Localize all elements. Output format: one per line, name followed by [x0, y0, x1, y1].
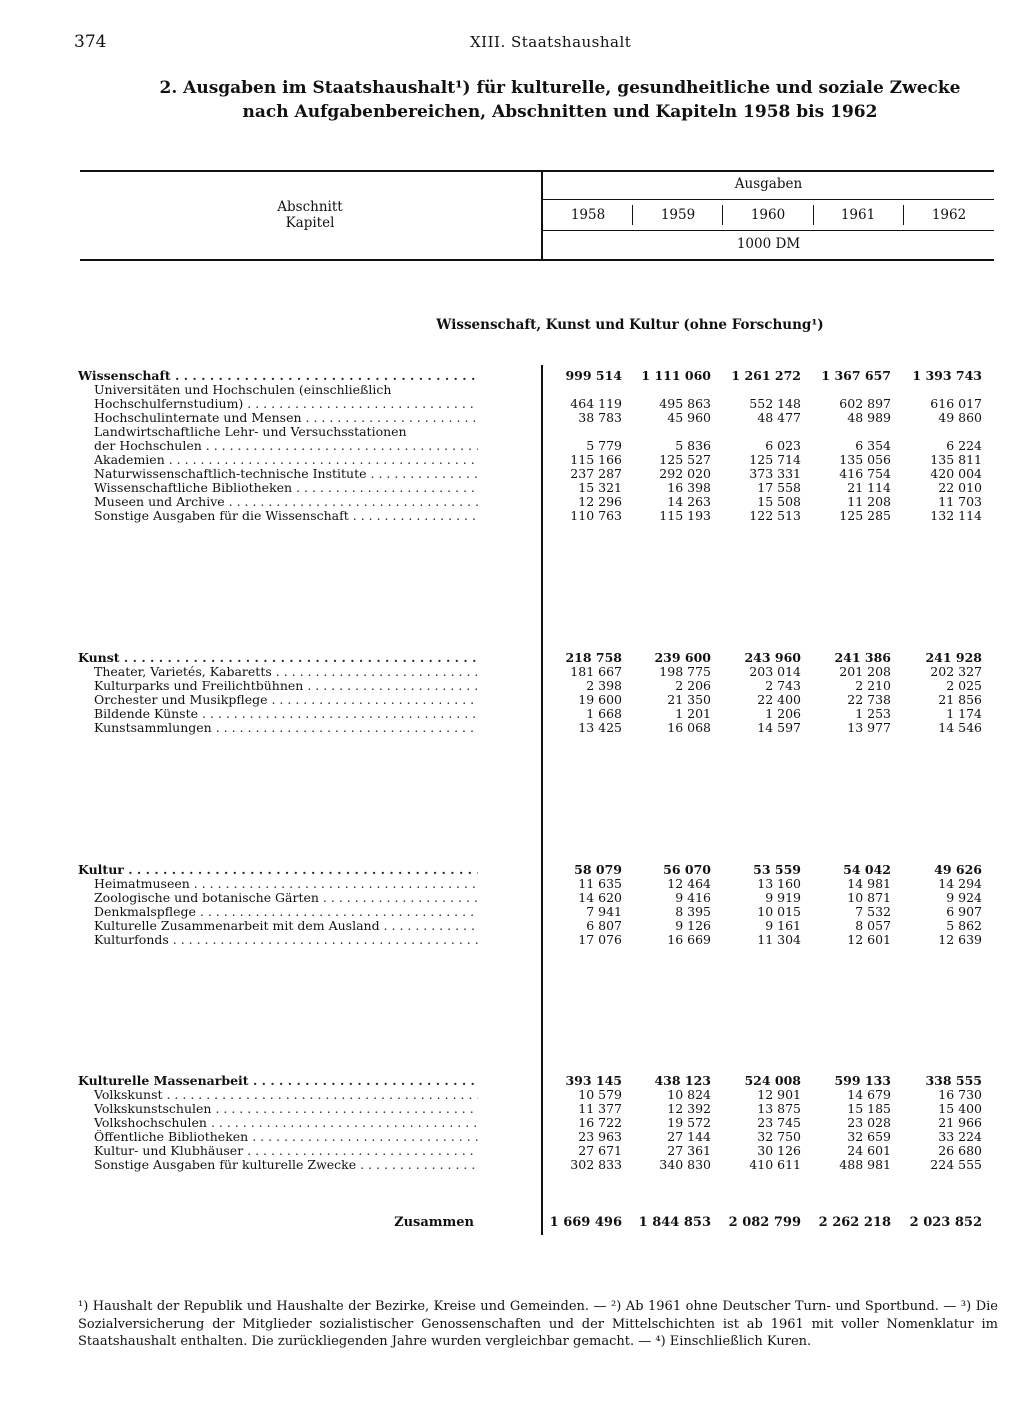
row-label: Bildende Künste . . . — [94, 707, 478, 721]
row-label: Denkmalspflege . . . — [94, 905, 478, 919]
value-cell-1958: 115 166 — [570, 452, 622, 467]
value-cell-1958: 16 722 — [578, 1115, 622, 1130]
value-cell-1959: 27 144 — [667, 1129, 711, 1144]
value-cell-1958: 464 119 — [570, 396, 622, 411]
row-label: Kunst . . . — [78, 651, 478, 665]
stub-header-line-2: Kapitel — [285, 215, 335, 231]
value-cell-1959: 438 123 — [654, 1073, 711, 1088]
value-cell-1960: 32 750 — [757, 1129, 801, 1144]
value-cell-1961: 241 386 — [834, 650, 891, 665]
footnote: ¹) Haushalt der Republik und Haushalte der Bezirke, Kreise und Gemeinden. — ²) Ab 1961 ohne Deutscher Turn- und Sportbund. — ³) Die Sozialversicherung der Mitglieder sozialistischer Genossenschaften und der Mittelschichten ist ab 1961 mit voller Nomenklatur im Staatshaushalt enthalten. Die zurückliegenden Jahre wurden vergleichbar gemacht. — ⁴) Einschließlich Kuren. — [78, 1299, 998, 1349]
value-cell-1962: 21 966 — [938, 1115, 982, 1130]
value-cell-1961: 135 056 — [839, 452, 891, 467]
value-cell-1962: 14 294 — [938, 876, 982, 891]
value-cell-1959: 21 350 — [667, 692, 711, 707]
table-row — [0, 1158, 1024, 1172]
value-cell-1958: 58 079 — [574, 862, 622, 877]
value-cell-1960: 22 400 — [757, 692, 801, 707]
value-cell-1959: 12 392 — [667, 1101, 711, 1116]
value-cell-1958: 13 425 — [578, 720, 622, 735]
value-cell-1961: 23 028 — [847, 1115, 891, 1130]
total-1959: 1 844 853 — [638, 1215, 711, 1230]
value-cell-1958: 218 758 — [565, 650, 622, 665]
value-cell-1959: 16 398 — [667, 480, 711, 495]
value-cell-1958: 181 667 — [570, 664, 622, 679]
row-label: Museen und Archive . . . — [94, 495, 478, 509]
row-label: Sonstige Ausgaben für kulturelle Zwecke . . . — [94, 1158, 478, 1172]
value-cell-1961: 488 981 — [839, 1157, 891, 1172]
value-cell-1961: 602 897 — [839, 396, 891, 411]
row-label: Naturwissenschaftlich-technische Institute . . . — [94, 467, 478, 481]
header-top-rule — [80, 170, 994, 172]
row-label: Orchester und Musikpflege . . . — [94, 693, 478, 707]
value-cell-1958: 19 600 — [578, 692, 622, 707]
value-cell-1960: 373 331 — [749, 466, 801, 481]
year-header-1961: 1961 — [840, 207, 876, 223]
value-cell-1959: 292 020 — [659, 466, 711, 481]
value-cell-1962: 49 626 — [934, 862, 982, 877]
value-cell-1961: 1 253 — [855, 706, 891, 721]
row-label: Heimatmuseen . . . — [94, 877, 478, 891]
value-cell-1960: 552 148 — [749, 396, 801, 411]
table-row — [0, 509, 1024, 523]
value-cell-1962: 1 174 — [946, 706, 982, 721]
total-label: Zusammen — [394, 1215, 474, 1230]
value-cell-1962: 241 928 — [925, 650, 982, 665]
value-cell-1962: 338 555 — [925, 1073, 982, 1088]
value-cell-1962: 49 860 — [938, 410, 982, 425]
header-bottom-rule — [80, 259, 994, 261]
value-cell-1959: 12 464 — [667, 876, 711, 891]
value-cell-1960: 9 161 — [765, 918, 801, 933]
value-cell-1959: 27 361 — [667, 1143, 711, 1158]
value-cell-1962: 5 862 — [946, 918, 982, 933]
value-cell-1960: 203 014 — [749, 664, 801, 679]
value-cell-1960: 12 901 — [757, 1087, 801, 1102]
row-label: Hochschulinternate und Mensen . . . — [94, 411, 478, 425]
value-cell-1962: 14 546 — [938, 720, 982, 735]
value-cell-1958: 7 941 — [586, 904, 622, 919]
table-title-line-1: 2. Ausgaben im Staatshaushalt¹) für kulturelle, gesundheitliche und soziale Zwecke — [159, 78, 961, 98]
value-cell-1962: 12 639 — [938, 932, 982, 947]
value-cell-1958: 11 377 — [578, 1101, 622, 1116]
row-label: Kulturfonds . . . — [94, 933, 478, 947]
row-label: Wissenschaft . . . — [78, 369, 478, 383]
value-cell-1960: 23 745 — [757, 1115, 801, 1130]
value-cell-1960: 410 611 — [749, 1157, 801, 1172]
value-cell-1960: 13 160 — [757, 876, 801, 891]
year-header-1960: 1960 — [750, 207, 786, 223]
year-header-1959: 1959 — [660, 207, 696, 223]
value-cell-1960: 2 743 — [765, 678, 801, 693]
row-label: Theater, Varietés, Kabaretts . . . — [94, 665, 478, 679]
value-cell-1961: 14 679 — [847, 1087, 891, 1102]
row-label: der Hochschulen . . . — [94, 439, 478, 453]
value-cell-1962: 6 907 — [946, 904, 982, 919]
value-cell-1958: 302 833 — [570, 1157, 622, 1172]
value-cell-1961: 10 871 — [847, 890, 891, 905]
value-cell-1958: 14 620 — [578, 890, 622, 905]
value-cell-1962: 26 680 — [938, 1143, 982, 1158]
table-row — [0, 411, 1024, 425]
page-number: 374 — [74, 32, 107, 52]
value-cell-1960: 48 477 — [757, 410, 801, 425]
value-cell-1961: 13 977 — [847, 720, 891, 735]
value-cell-1962: 15 400 — [938, 1101, 982, 1116]
value-cell-1959: 495 863 — [659, 396, 711, 411]
total-1958: 1 669 496 — [549, 1215, 622, 1230]
row-label: Kultur . . . — [78, 863, 478, 877]
value-cell-1961: 2 210 — [855, 678, 891, 693]
value-cell-1960: 14 597 — [757, 720, 801, 735]
value-cell-1958: 5 779 — [586, 438, 622, 453]
row-label: Kulturelle Zusammenarbeit mit dem Ausland . . . — [94, 919, 478, 933]
value-cell-1962: 11 703 — [938, 494, 982, 509]
section-title: Wissenschaft, Kunst und Kultur (ohne Forschung¹) — [436, 317, 824, 333]
value-cell-1959: 14 263 — [667, 494, 711, 509]
value-cell-1958: 11 635 — [578, 876, 622, 891]
value-cell-1959: 115 193 — [659, 508, 711, 523]
value-cell-1960: 6 023 — [765, 438, 801, 453]
value-cell-1961: 8 057 — [855, 918, 891, 933]
value-cell-1958: 12 296 — [578, 494, 622, 509]
value-cell-1961: 21 114 — [847, 480, 891, 495]
value-cell-1959: 340 830 — [659, 1157, 711, 1172]
value-cell-1958: 38 783 — [578, 410, 622, 425]
value-cell-1961: 15 185 — [847, 1101, 891, 1116]
value-cell-1960: 13 875 — [757, 1101, 801, 1116]
value-cell-1962: 2 025 — [946, 678, 982, 693]
value-cell-1960: 125 714 — [749, 452, 801, 467]
value-cell-1962: 132 114 — [930, 508, 982, 523]
row-label: Volkskunstschulen . . . — [94, 1102, 478, 1116]
value-cell-1961: 1 367 657 — [821, 368, 891, 383]
value-cell-1959: 56 070 — [663, 862, 711, 877]
row-label: Öffentliche Bibliotheken . . . — [94, 1130, 478, 1144]
value-cell-1959: 198 775 — [659, 664, 711, 679]
value-cell-1961: 22 738 — [847, 692, 891, 707]
value-cell-1961: 7 532 — [855, 904, 891, 919]
row-label: Universitäten und Hochschulen (einschließlich — [94, 383, 392, 397]
value-cell-1960: 10 015 — [757, 904, 801, 919]
value-cell-1960: 11 304 — [757, 932, 801, 947]
row-label: Kultur- und Klubhäuser . . . — [94, 1144, 478, 1158]
value-cell-1958: 237 287 — [570, 466, 622, 481]
value-cell-1960: 17 558 — [757, 480, 801, 495]
table-title — [120, 76, 1000, 124]
running-head: XIII. Staatshaushalt — [470, 33, 632, 51]
ausgaben-header: Ausgaben — [734, 176, 803, 192]
row-label: Volkskunst . . . — [94, 1088, 478, 1102]
total-1960: 2 082 799 — [728, 1215, 801, 1230]
value-cell-1959: 125 527 — [659, 452, 711, 467]
value-cell-1961: 11 208 — [847, 494, 891, 509]
value-cell-1962: 616 017 — [930, 396, 982, 411]
table-title-line-2: nach Aufgabenbereichen, Abschnitten und Kapiteln 1958 bis 1962 — [242, 102, 878, 122]
value-cell-1959: 1 111 060 — [641, 368, 711, 383]
value-cell-1958: 27 671 — [578, 1143, 622, 1158]
value-cell-1959: 239 600 — [654, 650, 711, 665]
row-label: Landwirtschaftliche Lehr- und Versuchsstationen — [94, 425, 407, 439]
value-cell-1962: 202 327 — [930, 664, 982, 679]
value-cell-1962: 9 924 — [946, 890, 982, 905]
row-label: Kulturparks und Freilichtbühnen . . . — [94, 679, 478, 693]
total-1961: 2 262 218 — [818, 1215, 891, 1230]
value-cell-1958: 999 514 — [565, 368, 622, 383]
table-row — [0, 721, 1024, 735]
value-cell-1958: 6 807 — [586, 918, 622, 933]
value-cell-1962: 135 811 — [930, 452, 982, 467]
row-label: Kulturelle Massenarbeit . . . — [78, 1074, 478, 1088]
value-cell-1962: 6 224 — [946, 438, 982, 453]
value-cell-1960: 122 513 — [749, 508, 801, 523]
value-cell-1960: 30 126 — [757, 1143, 801, 1158]
stub-header — [240, 199, 380, 231]
value-cell-1958: 110 763 — [570, 508, 622, 523]
total-row — [0, 1216, 1024, 1230]
value-cell-1959: 16 669 — [667, 932, 711, 947]
value-cell-1960: 1 206 — [765, 706, 801, 721]
value-cell-1958: 23 963 — [578, 1129, 622, 1144]
value-cell-1962: 22 010 — [938, 480, 982, 495]
value-cell-1961: 32 659 — [847, 1129, 891, 1144]
value-cell-1960: 53 559 — [753, 862, 801, 877]
value-cell-1959: 16 068 — [667, 720, 711, 735]
row-label: Kunstsammlungen . . . — [94, 721, 478, 735]
value-cell-1962: 16 730 — [938, 1087, 982, 1102]
ausgaben-underline — [543, 199, 994, 200]
value-cell-1959: 10 824 — [667, 1087, 711, 1102]
value-cell-1960: 15 508 — [757, 494, 801, 509]
value-cell-1961: 48 989 — [847, 410, 891, 425]
stub-header-line-1: Abschnitt — [277, 199, 343, 215]
value-cell-1958: 393 145 — [565, 1073, 622, 1088]
years-underline — [543, 230, 994, 231]
row-label: Volkshochschulen . . . — [94, 1116, 478, 1130]
value-cell-1960: 243 960 — [744, 650, 801, 665]
row-label: Hochschulfernstudium) . . . — [94, 397, 478, 411]
table-row — [0, 933, 1024, 947]
value-cell-1959: 9 416 — [675, 890, 711, 905]
year-header-1962: 1962 — [931, 207, 967, 223]
value-cell-1961: 599 133 — [834, 1073, 891, 1088]
value-cell-1960: 524 008 — [744, 1073, 801, 1088]
value-cell-1959: 8 395 — [675, 904, 711, 919]
value-cell-1958: 10 579 — [578, 1087, 622, 1102]
value-cell-1962: 21 856 — [938, 692, 982, 707]
value-cell-1959: 2 206 — [675, 678, 711, 693]
row-label: Wissenschaftliche Bibliotheken . . . — [94, 481, 478, 495]
value-cell-1961: 201 208 — [839, 664, 891, 679]
row-label: Sonstige Ausgaben für die Wissenschaft . . . — [94, 509, 478, 523]
value-cell-1959: 9 126 — [675, 918, 711, 933]
value-cell-1959: 1 201 — [675, 706, 711, 721]
value-cell-1958: 1 668 — [586, 706, 622, 721]
row-label: Akademien . . . — [94, 453, 478, 467]
value-cell-1961: 24 601 — [847, 1143, 891, 1158]
value-cell-1961: 6 354 — [855, 438, 891, 453]
value-cell-1961: 12 601 — [847, 932, 891, 947]
group-total-row — [0, 369, 1024, 383]
value-cell-1960: 9 919 — [765, 890, 801, 905]
value-cell-1959: 19 572 — [667, 1115, 711, 1130]
value-cell-1961: 416 754 — [839, 466, 891, 481]
value-cell-1961: 54 042 — [843, 862, 891, 877]
value-cell-1962: 224 555 — [930, 1157, 982, 1172]
value-cell-1958: 2 398 — [586, 678, 622, 693]
value-cell-1962: 420 004 — [930, 466, 982, 481]
row-label: Zoologische und botanische Gärten . . . — [94, 891, 478, 905]
value-cell-1959: 45 960 — [667, 410, 711, 425]
value-cell-1958: 15 321 — [578, 480, 622, 495]
unit-header: 1000 DM — [736, 236, 801, 252]
value-cell-1962: 1 393 743 — [912, 368, 982, 383]
value-cell-1959: 5 836 — [675, 438, 711, 453]
value-cell-1961: 14 981 — [847, 876, 891, 891]
value-cell-1962: 33 224 — [938, 1129, 982, 1144]
total-1962: 2 023 852 — [909, 1215, 982, 1230]
value-cell-1958: 17 076 — [578, 932, 622, 947]
value-cell-1961: 125 285 — [839, 508, 891, 523]
year-header-1958: 1958 — [570, 207, 606, 223]
value-cell-1960: 1 261 272 — [731, 368, 801, 383]
